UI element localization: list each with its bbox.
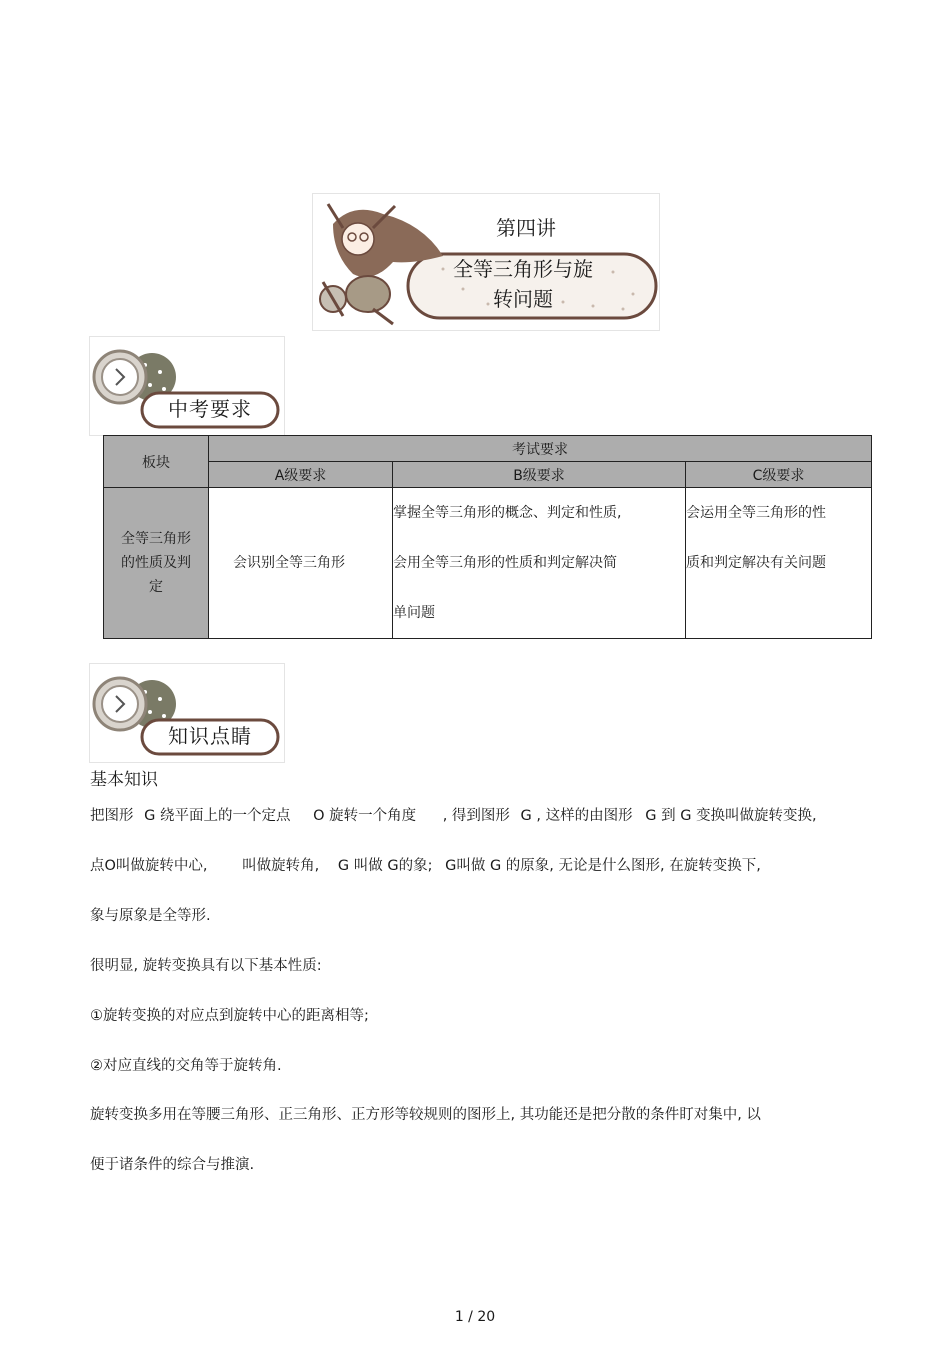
text: 到 xyxy=(661,808,676,824)
lecture-title-line-2: 转问题 xyxy=(493,287,553,311)
requirements-section-header xyxy=(89,336,285,436)
paragraph-6: ②对应直线的交角等于旋转角. xyxy=(90,1058,282,1074)
text: 的象; xyxy=(398,858,433,874)
text: , 这样的由图形 xyxy=(536,808,633,824)
requirements-title: 中考要求 xyxy=(168,397,252,421)
header-level-b: B级要求 xyxy=(393,462,686,488)
requirements-table xyxy=(103,435,872,639)
knowledge-section-header xyxy=(89,663,285,763)
symbol-o: O xyxy=(104,858,116,874)
lecture-title-banner xyxy=(312,193,660,331)
header-exam-requirements: 考试要求 xyxy=(209,436,872,462)
module-line-3: 定 xyxy=(149,579,163,595)
symbol-g: G xyxy=(520,808,532,824)
paragraph-3: 象与原象是全等形. xyxy=(90,908,211,924)
paragraph-1 xyxy=(90,804,817,825)
paragraph-8: 便于诸条件的综合与推演. xyxy=(90,1157,255,1173)
header-module: 板块 xyxy=(104,436,209,488)
symbol-g: G xyxy=(144,808,156,824)
header-level-a: A级要求 xyxy=(209,462,393,488)
module-line-1: 全等三角形 xyxy=(121,531,191,547)
symbol-g: G xyxy=(645,808,657,824)
symbol-g: G xyxy=(489,858,502,874)
paragraph-7: 旋转变换多用在等腰三角形、正三角形、正方形等较规则的图形上, 其功能还是把分散的条件盯对集中, 以 xyxy=(90,1107,761,1123)
basic-knowledge-heading: 基本知识 xyxy=(90,770,158,790)
text: 叫做 xyxy=(456,858,486,874)
level-b-line-2: 会用全等三角形的性质和判定解决简 xyxy=(393,555,617,571)
text: 把图形 xyxy=(90,808,134,824)
level-b-cell xyxy=(393,488,686,639)
paragraph-2 xyxy=(90,854,761,875)
module-cell xyxy=(104,488,209,639)
level-b-line-3: 单问题 xyxy=(393,605,435,621)
level-b-line-1: 掌握全等三角形的概念、判定和性质, xyxy=(393,505,622,521)
text: 叫做旋转中心, xyxy=(115,858,208,874)
symbol-g: G xyxy=(337,858,350,874)
text: 旋转一个角度 xyxy=(329,808,417,824)
text: , 得到图形 xyxy=(442,808,510,824)
header-level-c: C级要求 xyxy=(686,462,872,488)
lecture-number: 第四讲 xyxy=(496,216,556,240)
lecture-title-line-1: 全等三角形与旋 xyxy=(453,257,593,281)
symbol-g: G xyxy=(680,808,692,824)
paragraph-4: 很明显, 旋转变换具有以下基本性质: xyxy=(90,958,322,974)
text: 叫做 xyxy=(353,858,383,874)
text: 变换叫做旋转变换, xyxy=(696,808,817,824)
symbol-g: G xyxy=(445,858,457,874)
knowledge-title: 知识点睛 xyxy=(168,724,252,748)
table-row xyxy=(104,488,872,639)
lecture-title xyxy=(433,254,613,314)
level-c-line-2: 质和判定解决有关问题 xyxy=(686,555,826,571)
text: 绕平面上的一个定点 xyxy=(159,808,291,824)
symbol-g: G xyxy=(387,858,399,874)
page-number: 1 / 20 xyxy=(454,1309,496,1325)
text: 的原象, 无论是什么图形, 在旋转变换下, xyxy=(505,858,761,874)
level-c-cell xyxy=(686,488,872,639)
text: 点 xyxy=(90,858,105,874)
level-c-line-1: 会运用全等三角形的性 xyxy=(686,505,826,521)
module-line-2: 的性质及判 xyxy=(121,555,191,571)
symbol-o: O xyxy=(313,808,325,824)
paragraph-5: ①旋转变换的对应点到旋转中心的距离相等; xyxy=(90,1008,369,1024)
level-a-cell: 会识别全等三角形 xyxy=(209,488,393,639)
text: 叫做旋转角, xyxy=(242,858,320,874)
